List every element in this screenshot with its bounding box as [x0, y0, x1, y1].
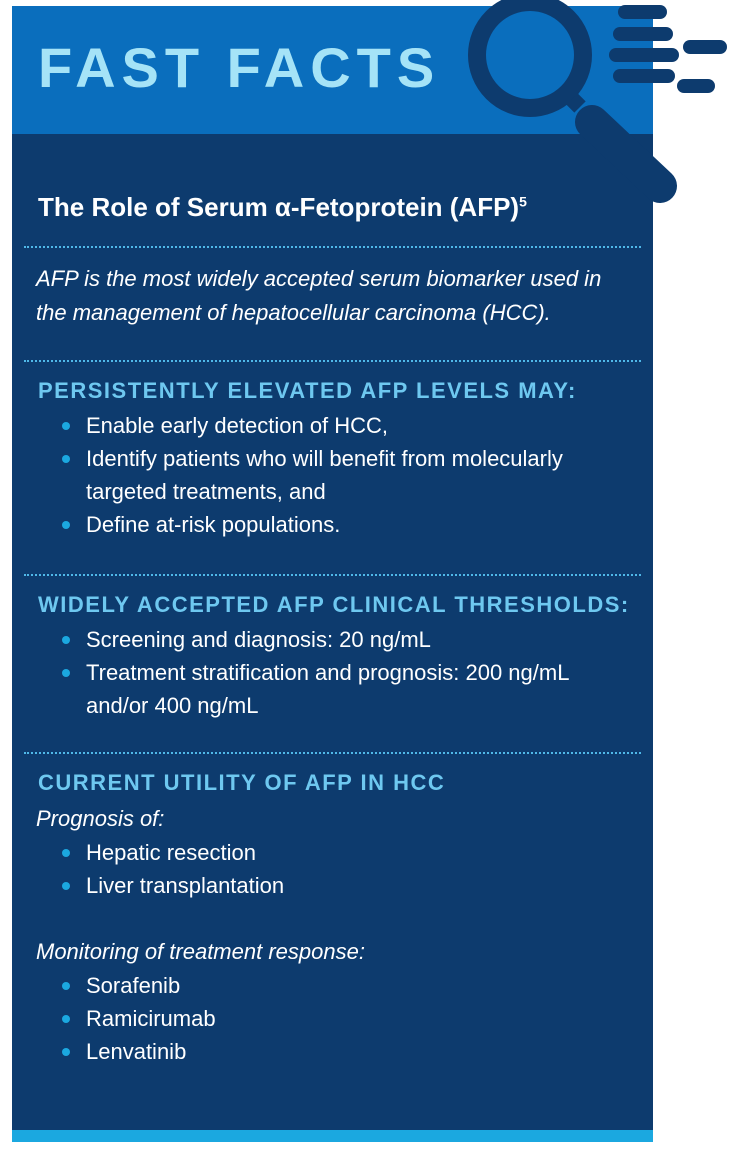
subhead-monitoring: Monitoring of treatment response: — [36, 939, 365, 964]
divider — [24, 574, 641, 576]
page-title: FAST FACTS — [38, 36, 441, 99]
intro-text: AFP is the most widely accepted serum biomarker used in the management of hepatocellular carcinoma (HCC). — [36, 266, 602, 325]
list-item: Lenvatinib — [62, 1035, 622, 1068]
magnifier-lens — [477, 2, 583, 108]
section-title — [38, 192, 527, 223]
magnifier-neck — [572, 99, 580, 107]
list-item: Ramicirumab — [62, 1002, 622, 1035]
section-heading-thresholds: WIDELY ACCEPTED AFP CLINICAL THRESHOLDS: — [38, 592, 630, 617]
section-heading-current-utility: CURRENT UTILITY OF AFP IN HCC — [38, 770, 446, 795]
monitoring-list — [62, 969, 622, 1068]
bottom-accent-bar — [12, 1130, 653, 1142]
prognosis-list — [62, 836, 622, 902]
list-item: Sorafenib — [62, 969, 622, 1002]
list-item: Liver transplantation — [62, 869, 622, 902]
subhead-prognosis: Prognosis of: — [36, 806, 165, 831]
magnifying-glass-icon — [460, 0, 735, 215]
list-item: Hepatic resection — [62, 836, 622, 869]
thresholds-list — [62, 623, 622, 722]
elevated-levels-list — [62, 409, 622, 541]
magnifier-handle — [592, 122, 660, 186]
list-item: Define at-risk populations. — [62, 508, 622, 541]
divider — [24, 246, 641, 248]
section-heading-elevated-levels: PERSISTENTLY ELEVATED AFP LEVELS MAY: — [38, 378, 577, 403]
list-item: Treatment stratification and prognosis: 200 ng/mL and/or 400 ng/mL — [62, 656, 622, 722]
list-item: Screening and diagnosis: 20 ng/mL — [62, 623, 622, 656]
list-item: Identify patients who will benefit from molecularly targeted treatments, and — [62, 442, 622, 508]
divider — [24, 360, 641, 362]
title-text: The Role of Serum α-Fetoprotein (AFP) — [38, 192, 520, 222]
divider — [24, 752, 641, 754]
list-item: Enable early detection of HCC, — [62, 409, 622, 442]
title-reference: 5 — [519, 193, 527, 210]
